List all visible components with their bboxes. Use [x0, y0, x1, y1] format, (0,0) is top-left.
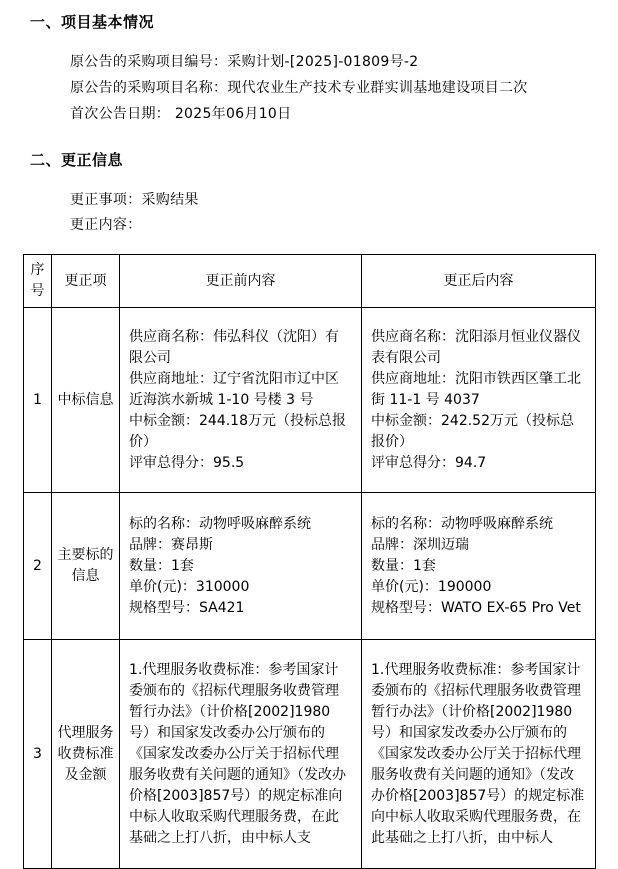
cell-text-line: 数量：1套	[129, 557, 194, 574]
row-before-content	[120, 640, 362, 869]
cell-text-line: 中标金额：242.52万元（投标总报价）	[371, 412, 574, 450]
table-row	[24, 493, 596, 640]
row-item: 主要标的信息	[52, 493, 120, 640]
table-header-row	[24, 255, 596, 308]
header-before: 更正前内容	[120, 255, 362, 308]
section2-title: 二、更正信息	[30, 151, 124, 169]
cell-text-line: 评审总得分：94.7	[371, 454, 487, 471]
row-before-content	[120, 493, 362, 640]
cell-text-line: 品牌：赛昂斯	[129, 536, 213, 553]
header-no: 序号	[24, 255, 52, 308]
header-after: 更正后内容	[362, 255, 596, 308]
cell-text-line: 1.代理服务收费标准：参考国家计委颁布的《招标代理服务收费管理暂行办法》（计价格[2002]1980号）和国家发改委办公厅颁布的《国家发改委办公厅关于招标代理服务收费有关问题的通知》（发改办价格[2003]857号）的规定标准向中标人收取采购代理服务费，在此基础之上打八折，由中标人支	[129, 661, 346, 846]
cell-text-line: 标的名称：动物呼吸麻醉系统	[129, 515, 311, 532]
cell-text-line: 数量：1套	[371, 557, 436, 574]
correction-table	[23, 254, 596, 869]
row-before-content	[120, 308, 362, 493]
row-after-content	[362, 493, 596, 640]
cell-text-line: 标的名称：动物呼吸麻醉系统	[371, 515, 553, 532]
cell-text-line: 供应商地址：辽宁省沈阳市辽中区近海滨水新城 1-10 号楼 3 号	[129, 370, 339, 408]
cell-text-line: 单价(元)：310000	[129, 578, 250, 595]
table-row	[24, 308, 596, 493]
section1-title: 一、项目基本情况	[30, 13, 155, 31]
cell-text-line: 规格型号：WATO EX-65 Pro Vet	[371, 599, 581, 616]
cell-text-line: 品牌：深圳迈瑞	[371, 536, 469, 553]
row-after-content	[362, 640, 596, 869]
row-item: 中标信息	[52, 308, 120, 493]
row-no: 3	[24, 640, 52, 869]
row-after-content	[362, 308, 596, 493]
project-number-line: 原公告的采购项目编号：采购计划-[2025]-01809号-2	[70, 54, 419, 70]
cell-text-line: 供应商名称：沈阳添月恒业仪器仪表有限公司	[371, 328, 581, 366]
correction-content-line: 更正内容：	[70, 217, 142, 233]
cell-text-line: 1.代理服务收费标准：参考国家计委颁布的《招标代理服务收费管理暂行办法》（计价格[2002]1980号）和国家发改委办公厅颁布的《国家发改委办公厅关于招标代理服务收费有关问题的通知》（发改办价格[2003]857号）的规定标准向中标人收取采购代理服务费，在此基础之上打八折，由中标人	[371, 661, 585, 846]
cell-text-line: 中标金额：244.18万元（投标总报价）	[129, 412, 346, 450]
row-item: 代理服务收费标准及金额	[52, 640, 120, 869]
row-no: 2	[24, 493, 52, 640]
header-item: 更正项	[52, 255, 120, 308]
cell-text-line: 供应商名称：伟弘科仪（沈阳）有限公司	[129, 328, 339, 366]
correction-matter-line: 更正事项：采购结果	[70, 192, 199, 208]
cell-text-line: 供应商地址：沈阳市铁西区肇工北街 11-1 号 4037	[371, 370, 581, 408]
row-no: 1	[24, 308, 52, 493]
cell-text-line: 评审总得分：95.5	[129, 454, 245, 471]
project-name-line: 原公告的采购项目名称：现代农业生产技术专业群实训基地建设项目二次	[70, 80, 528, 96]
cell-text-line: 规格型号：SA421	[129, 599, 245, 616]
cell-text-line: 单价(元)：190000	[371, 578, 492, 595]
first-announce-date-line: 首次公告日期： 2025年06月10日	[70, 106, 292, 122]
table-row	[24, 640, 596, 869]
